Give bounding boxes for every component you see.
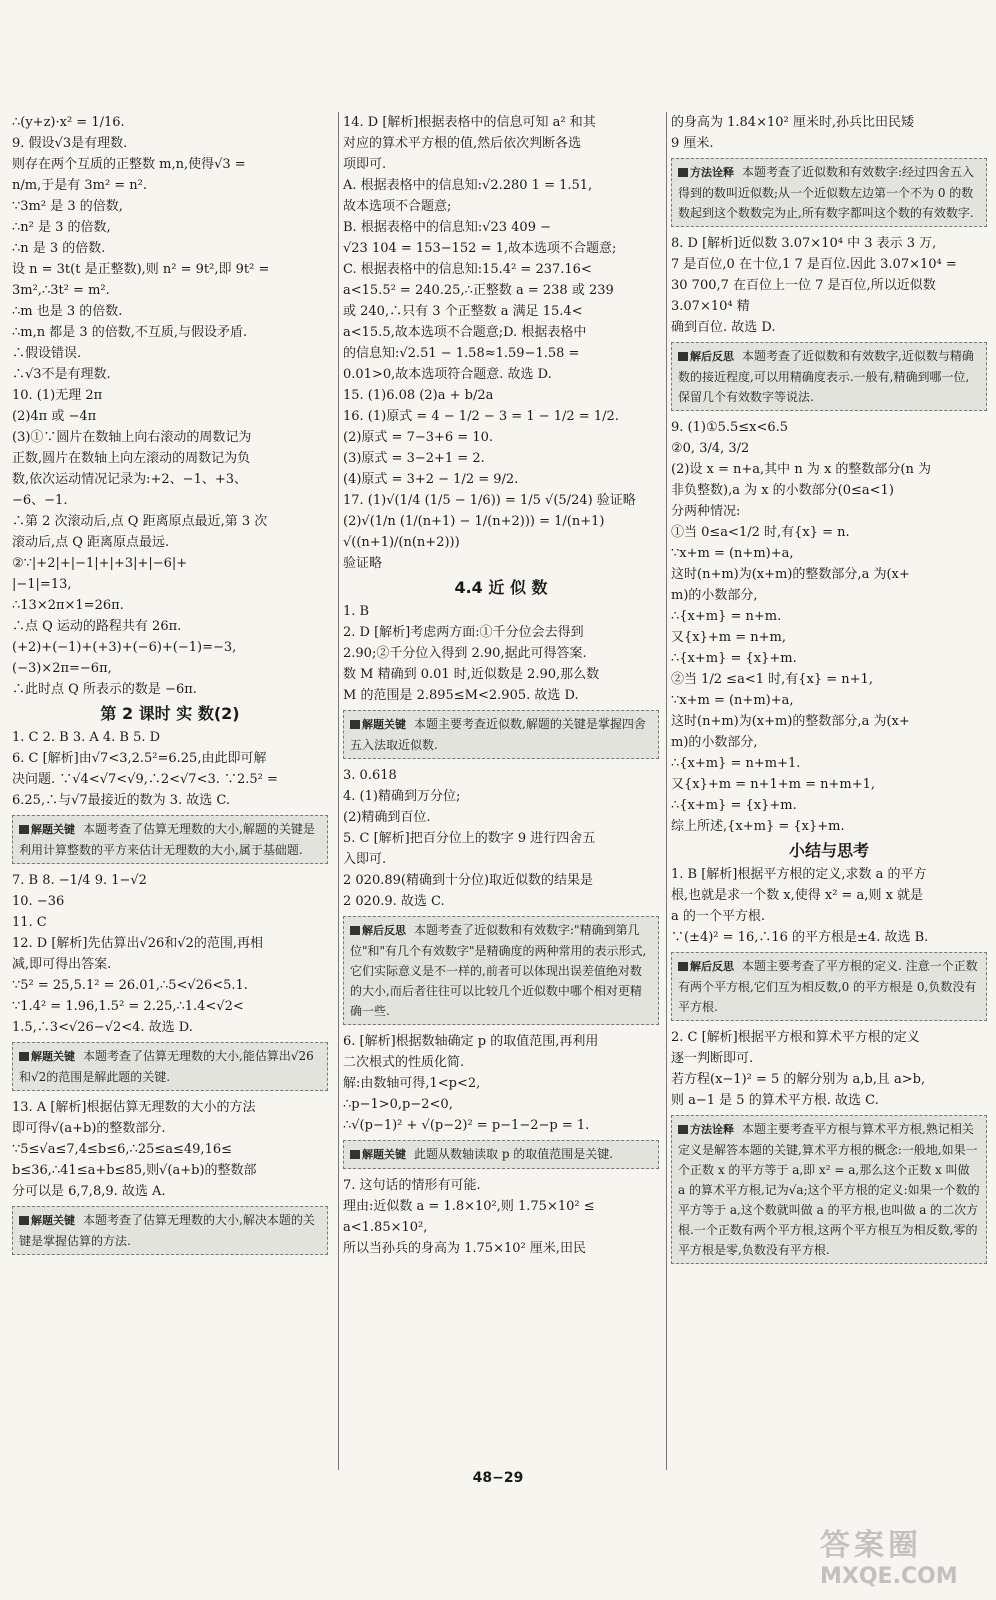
answer-line: 12. D [解析]先估算出√26和√2的范围,再相: [12, 936, 264, 951]
answer-line: m)的小数部分,: [671, 735, 758, 750]
answer-line: 7 是百位,0 在十位,1 7 是百位.因此 3.07×10⁴ =: [671, 257, 957, 272]
watermark-logo: [820, 1520, 990, 1590]
answer-line: 14. D [解析]根据表格中的信息可知 a² 和其: [343, 115, 596, 130]
column-2: [338, 112, 659, 1470]
answer-line: 17. (1)√(1/4 (1/5 − 1/6)) = 1/5 √(5/24) 验证略: [343, 493, 636, 508]
answer-line: 所以当孙兵的身高为 1.75×10² 厘米,田民: [343, 1241, 586, 1256]
answer-line: ①当 0≤a<1/2 时,有{x} = n.: [671, 525, 850, 540]
answer-line: ∵5² = 25,5.1² = 26.01,∴5<√26<5.1.: [12, 978, 248, 993]
answer-line: 正数,圆片在数轴上向左滚动的周数记为负: [12, 451, 251, 466]
answer-line: 决问题. ∵√4<√7<√9,∴2<√7<3. ∵2.5² =: [12, 772, 278, 787]
answer-line: 的信息知:√2.51 − 1.58≈1.59−1.58 =: [343, 346, 580, 361]
tip-text: 本题主要考查了平方根的定义. 注意一个正数有两个平方根,它们互为相反数,0 的平方根是 0,负数没有平方根.: [678, 959, 978, 1014]
tip-tag: 解后反思: [362, 924, 406, 937]
answer-line: 二次根式的性质化简.: [343, 1055, 465, 1070]
tip-icon: [350, 926, 360, 935]
tip-tag: 方法诠释: [690, 1123, 734, 1136]
answer-line: (3)①∵圆片在数轴上向右滚动的周数记为: [12, 430, 252, 445]
answer-line: ∴n 是 3 的倍数.: [12, 241, 106, 256]
answer-line: (2)原式 = 7−3+6 = 10.: [343, 430, 494, 445]
tip-box-3: [12, 1206, 328, 1255]
answer-line: 理由:近似数 a = 1.8×10²,则 1.75×10² ≤: [343, 1199, 595, 1214]
tip-text: 本题考查了近似数和有效数字,近似数与精确数的接近程度,可以用精确度表示.一般有,精确到哪一位,保留几个有效数字等说法.: [678, 349, 974, 404]
answer-line: 解:由数轴可得,1<p<2,: [343, 1076, 481, 1091]
tip-tag: 解题关键: [31, 1214, 75, 1227]
answer-line: ②∵|+2|+|−1|+|+3|+|−6|+: [12, 556, 188, 571]
answer-line: ∴此时点 Q 所表示的数是 −6π.: [12, 682, 197, 697]
answer-line: b≤36,∴41≤a+b≤85,则√(a+b)的整数部: [12, 1163, 257, 1178]
answer-line: ②0, 3/4, 3/2: [671, 441, 750, 456]
answer-line: 2. C [解析]根据平方根和算术平方根的定义: [671, 1030, 920, 1045]
answer-line: 5. C [解析]把百分位上的数字 9 进行四舍五: [343, 831, 596, 846]
answer-line: 9. (1)①5.5≤x<6.5: [671, 420, 789, 435]
answer-line: ∴13×2π×1=26π.: [12, 598, 124, 613]
answer-line: 2 020.89(精确到十分位)取近似数的结果是: [343, 873, 594, 888]
tip-tag: 解题关键: [31, 1050, 75, 1063]
answer-line: (2)设 x = n+a,其中 n 为 x 的整数部分(n 为: [671, 462, 931, 477]
answer-line: 1. C 2. B 3. A 4. B 5. D: [12, 730, 161, 745]
answer-line: ∵x+m = (n+m)+a,: [671, 546, 794, 561]
answer-line: 16. (1)原式 = 4 − 1/2 − 3 = 1 − 1/2 = 1/2.: [343, 409, 619, 424]
column-1: [12, 112, 328, 1261]
tip-text: 本题主要考查平方根与算术平方根,熟记相关定义是解答本题的关键,算术平方根的概念:一般地,如果一个正数 x 的平方等于 a,即 x² = a,那么这个正数 x 叫做 a 的算术平方根,记为√a;这个平方根的定义:如果一个数的平方等于 a,这个数就叫做 a 的平方根,也叫做 a 的二次方根.一个正数有两个平方根,这两个平方根互为相反数,零的平方根是零,负数没有平方根.: [678, 1122, 980, 1257]
answer-line: 滚动后,点 Q 距离原点最远.: [12, 535, 170, 550]
answer-line: 11. C: [12, 915, 47, 930]
answer-line: 9. 假设√3是有理数.: [12, 136, 128, 151]
answer-line: ∴(y+z)·x² = 1/16.: [12, 115, 125, 130]
tip-text: 本题考查了估算无理数的大小,解题的关键是利用计算整数的平方来估计无理数的大小,属于基础题.: [19, 822, 315, 857]
answer-line: 又{x}+m = n+1+m = n+m+1,: [671, 777, 876, 792]
answer-line: 的身高为 1.84×10² 厘米时,孙兵比田民矮: [671, 115, 914, 130]
answer-line: 故本选项不合题意;: [343, 199, 452, 214]
answer-line: (2)精确到百位.: [343, 810, 431, 825]
answer-line: 分两种情况:: [671, 504, 741, 519]
tip-box-5: [343, 916, 659, 1025]
answer-line: 若方程(x−1)² = 5 的解分别为 a,b,且 a>b,: [671, 1072, 926, 1087]
answer-line: (+2)+(−1)+(+3)+(−6)+(−1)=−3,: [12, 640, 237, 655]
answer-line: 2.90;②千分位入得到 2.90,据此可得答案.: [343, 646, 587, 661]
answer-line: 数,依次运动情况记录为:+2、−1、+3、: [12, 472, 248, 487]
tip-icon: [19, 1216, 29, 1225]
answer-line: 设 n = 3t(t 是正整数),则 n² = 9t²,即 9t² =: [12, 262, 270, 277]
answer-line: n/m,于是有 3m² = n².: [12, 178, 148, 193]
tip-box-1: [12, 815, 328, 864]
tip-text: 本题主要考查近似数,解题的关键是掌握四舍五入法取近似数.: [350, 717, 646, 752]
answer-line: 减,即可得出答案.: [12, 957, 112, 972]
answer-line: ∴n² 是 3 的倍数,: [12, 220, 111, 235]
tip-tag: 解题关键: [31, 823, 75, 836]
answer-line: 10. (1)无理 2π: [12, 388, 103, 403]
tip-tag: 解后反思: [690, 350, 734, 363]
answer-line: √23 104 = 153−152 = 1,故本选项不合题意;: [343, 241, 617, 256]
tip-tag: 解后反思: [690, 960, 734, 973]
answer-line: ∴{x+m} = n+m+1.: [671, 756, 801, 771]
answer-line: 入即可.: [343, 852, 387, 867]
answer-line: 确到百位. 故选 D.: [671, 320, 776, 335]
answer-line: ∵1.4² = 1.96,1.5² = 2.25,∴1.4<√2<: [12, 999, 244, 1014]
answer-line: 分可以是 6,7,8,9. 故选 A.: [12, 1184, 166, 1199]
tip-text: 本题考查了近似数和有效数字:经过四舍五入得到的数叫近似数;从一个近似数左边第一个不为 0 的数数起到这个数数完为止,所有数字都叫这个数的有效数字.: [678, 165, 975, 220]
watermark-url: MXQE.COM: [820, 1564, 958, 1589]
tip-box-8: [671, 342, 987, 411]
answer-line: A. 根据表格中的信息知:√2.280 1 = 1.51,: [343, 178, 593, 193]
answer-line: ∴点 Q 运动的路程共有 26π.: [12, 619, 182, 634]
tip-text: 本题考查了近似数和有效数字:"精确到第几位"和"有几个有效数字"是精确度的两种常用的表示形式,它们实际意义是不一样的,前者可以体现出误差值绝对数的大小,而后者往往可以比较几个近似数中哪个相对更精确一些.: [350, 923, 647, 1018]
tip-icon: [19, 1052, 29, 1061]
tip-text: 本题考查了估算无理数的大小,能估算出√26和√2的范围是解此题的关键.: [19, 1049, 314, 1084]
page-number: 48−29: [472, 1470, 524, 1486]
section-title-approx: 4.4 近 似 数: [454, 578, 548, 597]
answer-line: 13. A [解析]根据估算无理数的大小的方法: [12, 1100, 256, 1115]
answer-line: 验证略: [343, 556, 383, 571]
answer-line: 又{x}+m = n+m,: [671, 630, 786, 645]
answer-line: (4)原式 = 3+2 − 1/2 = 9/2.: [343, 472, 519, 487]
answer-line: 1. B: [343, 604, 370, 619]
tip-icon: [678, 352, 688, 361]
tip-icon: [678, 962, 688, 971]
answer-line: (2)4π 或 −4π: [12, 409, 97, 424]
tip-box-7: [671, 158, 987, 227]
answer-line: 6. [解析]根据数轴确定 p 的取值范围,再利用: [343, 1034, 599, 1049]
answer-line: (−3)×2π=−6π,: [12, 661, 112, 676]
tip-box-9: [671, 952, 987, 1021]
answer-line: M 的范围是 2.895≤M<2.905. 故选 D.: [343, 688, 579, 703]
answer-line: ∴{x+m} = {x}+m.: [671, 651, 797, 666]
answer-line: ∴√3不是有理数.: [12, 367, 111, 382]
answer-line: 则 a−1 是 5 的算术平方根. 故选 C.: [671, 1093, 879, 1108]
answer-line: 或 240,∴只有 3 个正整数 a 满足 15.4<: [343, 304, 583, 319]
answer-line: 综上所述,{x+m} = {x}+m.: [671, 819, 845, 834]
tip-box-10: [671, 1115, 987, 1264]
tip-tag: 解题关键: [362, 1148, 406, 1161]
answer-line: a 的一个平方根.: [671, 909, 766, 924]
answer-line: 6. C [解析]由√7<3,2.5²=6.25,由此即可解: [12, 751, 267, 766]
answer-line: 逐一判断即可.: [671, 1051, 754, 1066]
answer-line: 2 020.9. 故选 C.: [343, 894, 445, 909]
answer-line: 3m²,∴3t² = m².: [12, 283, 110, 298]
answer-line: C. 根据表格中的信息知:15.4² = 237.16<: [343, 262, 592, 277]
answer-line: 根,也就是求一个数 x,使得 x² = a,则 x 就是: [671, 888, 924, 903]
answer-line: B. 根据表格中的信息知:√23 409 −: [343, 220, 551, 235]
answer-line: ∴m,n 都是 3 的倍数,不互质,与假设矛盾.: [12, 325, 248, 340]
answer-line: 则存在两个互质的正整数 m,n,使得√3 =: [12, 157, 246, 172]
answer-line: ∵x+m = (n+m)+a,: [671, 693, 794, 708]
section-title-summary: 小结与思考: [788, 841, 869, 860]
tip-box-2: [12, 1042, 328, 1091]
tip-icon: [350, 1150, 360, 1159]
section-title-lesson2: 第 2 课时 实 数(2): [100, 704, 240, 723]
answer-line: 这时(n+m)为(x+m)的整数部分,a 为(x+: [671, 714, 910, 729]
answer-line: 8. D [解析]近似数 3.07×10⁴ 中 3 表示 3 万,: [671, 236, 937, 251]
tip-icon: [678, 1125, 688, 1134]
tip-icon: [350, 720, 360, 729]
tip-tag: 方法诠释: [690, 166, 734, 179]
tip-box-4: [343, 710, 659, 759]
answer-line: (2)√(1/n (1/(n+1) − 1/(n+2))) = 1/(n+1) √((n+1)/(n(n+2))): [343, 514, 605, 550]
answer-line: ∴p−1>0,p−2<0,: [343, 1097, 453, 1112]
answer-line: 即可得√(a+b)的整数部分.: [12, 1121, 166, 1136]
answer-line: ∵(±4)² = 16,∴16 的平方根是±4. 故选 B.: [671, 930, 929, 945]
answer-line: (3)原式 = 3−2+1 = 2.: [343, 451, 485, 466]
answer-line: 对应的算术平方根的值,然后依次判断各选: [343, 136, 582, 151]
tip-tag: 解题关键: [362, 718, 406, 731]
answer-line: 1. B [解析]根据平方根的定义,求数 a 的平方: [671, 867, 927, 882]
answer-line: 10. −36: [12, 894, 65, 909]
answer-line: a<15.5² = 240.25,∴正整数 a = 238 或 239: [343, 283, 614, 298]
answer-line: ∵5≤√a≤7,4≤b≤6,∴25≤a≤49,16≤: [12, 1142, 233, 1157]
answer-line: 这时(n+m)为(x+m)的整数部分,a 为(x+: [671, 567, 910, 582]
answer-line: 7. B 8. −1/4 9. 1−√2: [12, 873, 147, 888]
answer-line: ∴m 也是 3 的倍数.: [12, 304, 123, 319]
answer-line: 9 厘米.: [671, 136, 714, 151]
answer-line: 数 M 精确到 0.01 时,近似数是 2.90,那么数: [343, 667, 600, 682]
answer-line: −6、−1.: [12, 493, 68, 508]
tip-text: 本题考查了估算无理数的大小,解决本题的关键是掌握估算的方法.: [19, 1213, 315, 1248]
answer-line: 非负整数),a 为 x 的小数部分(0≤a<1): [671, 483, 894, 498]
answer-line: 0.01>0,故本选项符合题意. 故选 D.: [343, 367, 552, 382]
answer-line: ∵3m² 是 3 的倍数,: [12, 199, 123, 214]
answer-line: 30 700,7 在百位上一位 7 是百位,所以近似数 3.07×10⁴ 精: [671, 278, 936, 314]
tip-text: 此题从数轴读取 p 的取值范围是关键.: [414, 1147, 614, 1161]
answer-line: ∴{x+m} = n+m.: [671, 609, 782, 624]
tip-icon: [678, 168, 688, 177]
answer-line: 6.25,∴与√7最接近的数为 3. 故选 C.: [12, 793, 231, 808]
answer-line: ∴{x+m} = {x}+m.: [671, 798, 797, 813]
column-3: [666, 112, 987, 1470]
answer-line: ∴假设错误.: [12, 346, 82, 361]
answer-line: 3. 0.618: [343, 768, 397, 783]
answer-line: m)的小数部分,: [671, 588, 758, 603]
answer-line: 4. (1)精确到万分位;: [343, 789, 461, 804]
answer-line: a<15.5,故本选项不合题意;D. 根据表格中: [343, 325, 587, 340]
watermark-text: 答案圈: [820, 1528, 922, 1563]
answer-line: 2. D [解析]考虑两方面:①千分位会去得到: [343, 625, 584, 640]
answer-line: ②当 1/2 ≤a<1 时,有{x} = n+1,: [671, 672, 873, 687]
answer-line: 1.5,∴3<√26−√2<4. 故选 D.: [12, 1020, 193, 1035]
answer-line: ∴√(p−1)² + √(p−2)² = p−1−2−p = 1.: [343, 1118, 590, 1133]
answer-line: 项即可.: [343, 157, 387, 172]
tip-icon: [19, 825, 29, 834]
answer-line: |−1|=13,: [12, 577, 72, 592]
answer-line: ∴第 2 次滚动后,点 Q 距离原点最近,第 3 次: [12, 514, 268, 529]
answer-line: 15. (1)6.08 (2)a + b/2a: [343, 388, 494, 403]
tip-box-6: [343, 1140, 659, 1169]
answer-line: a<1.85×10²,: [343, 1220, 428, 1235]
answer-line: 7. 这句话的情形有可能.: [343, 1178, 481, 1193]
